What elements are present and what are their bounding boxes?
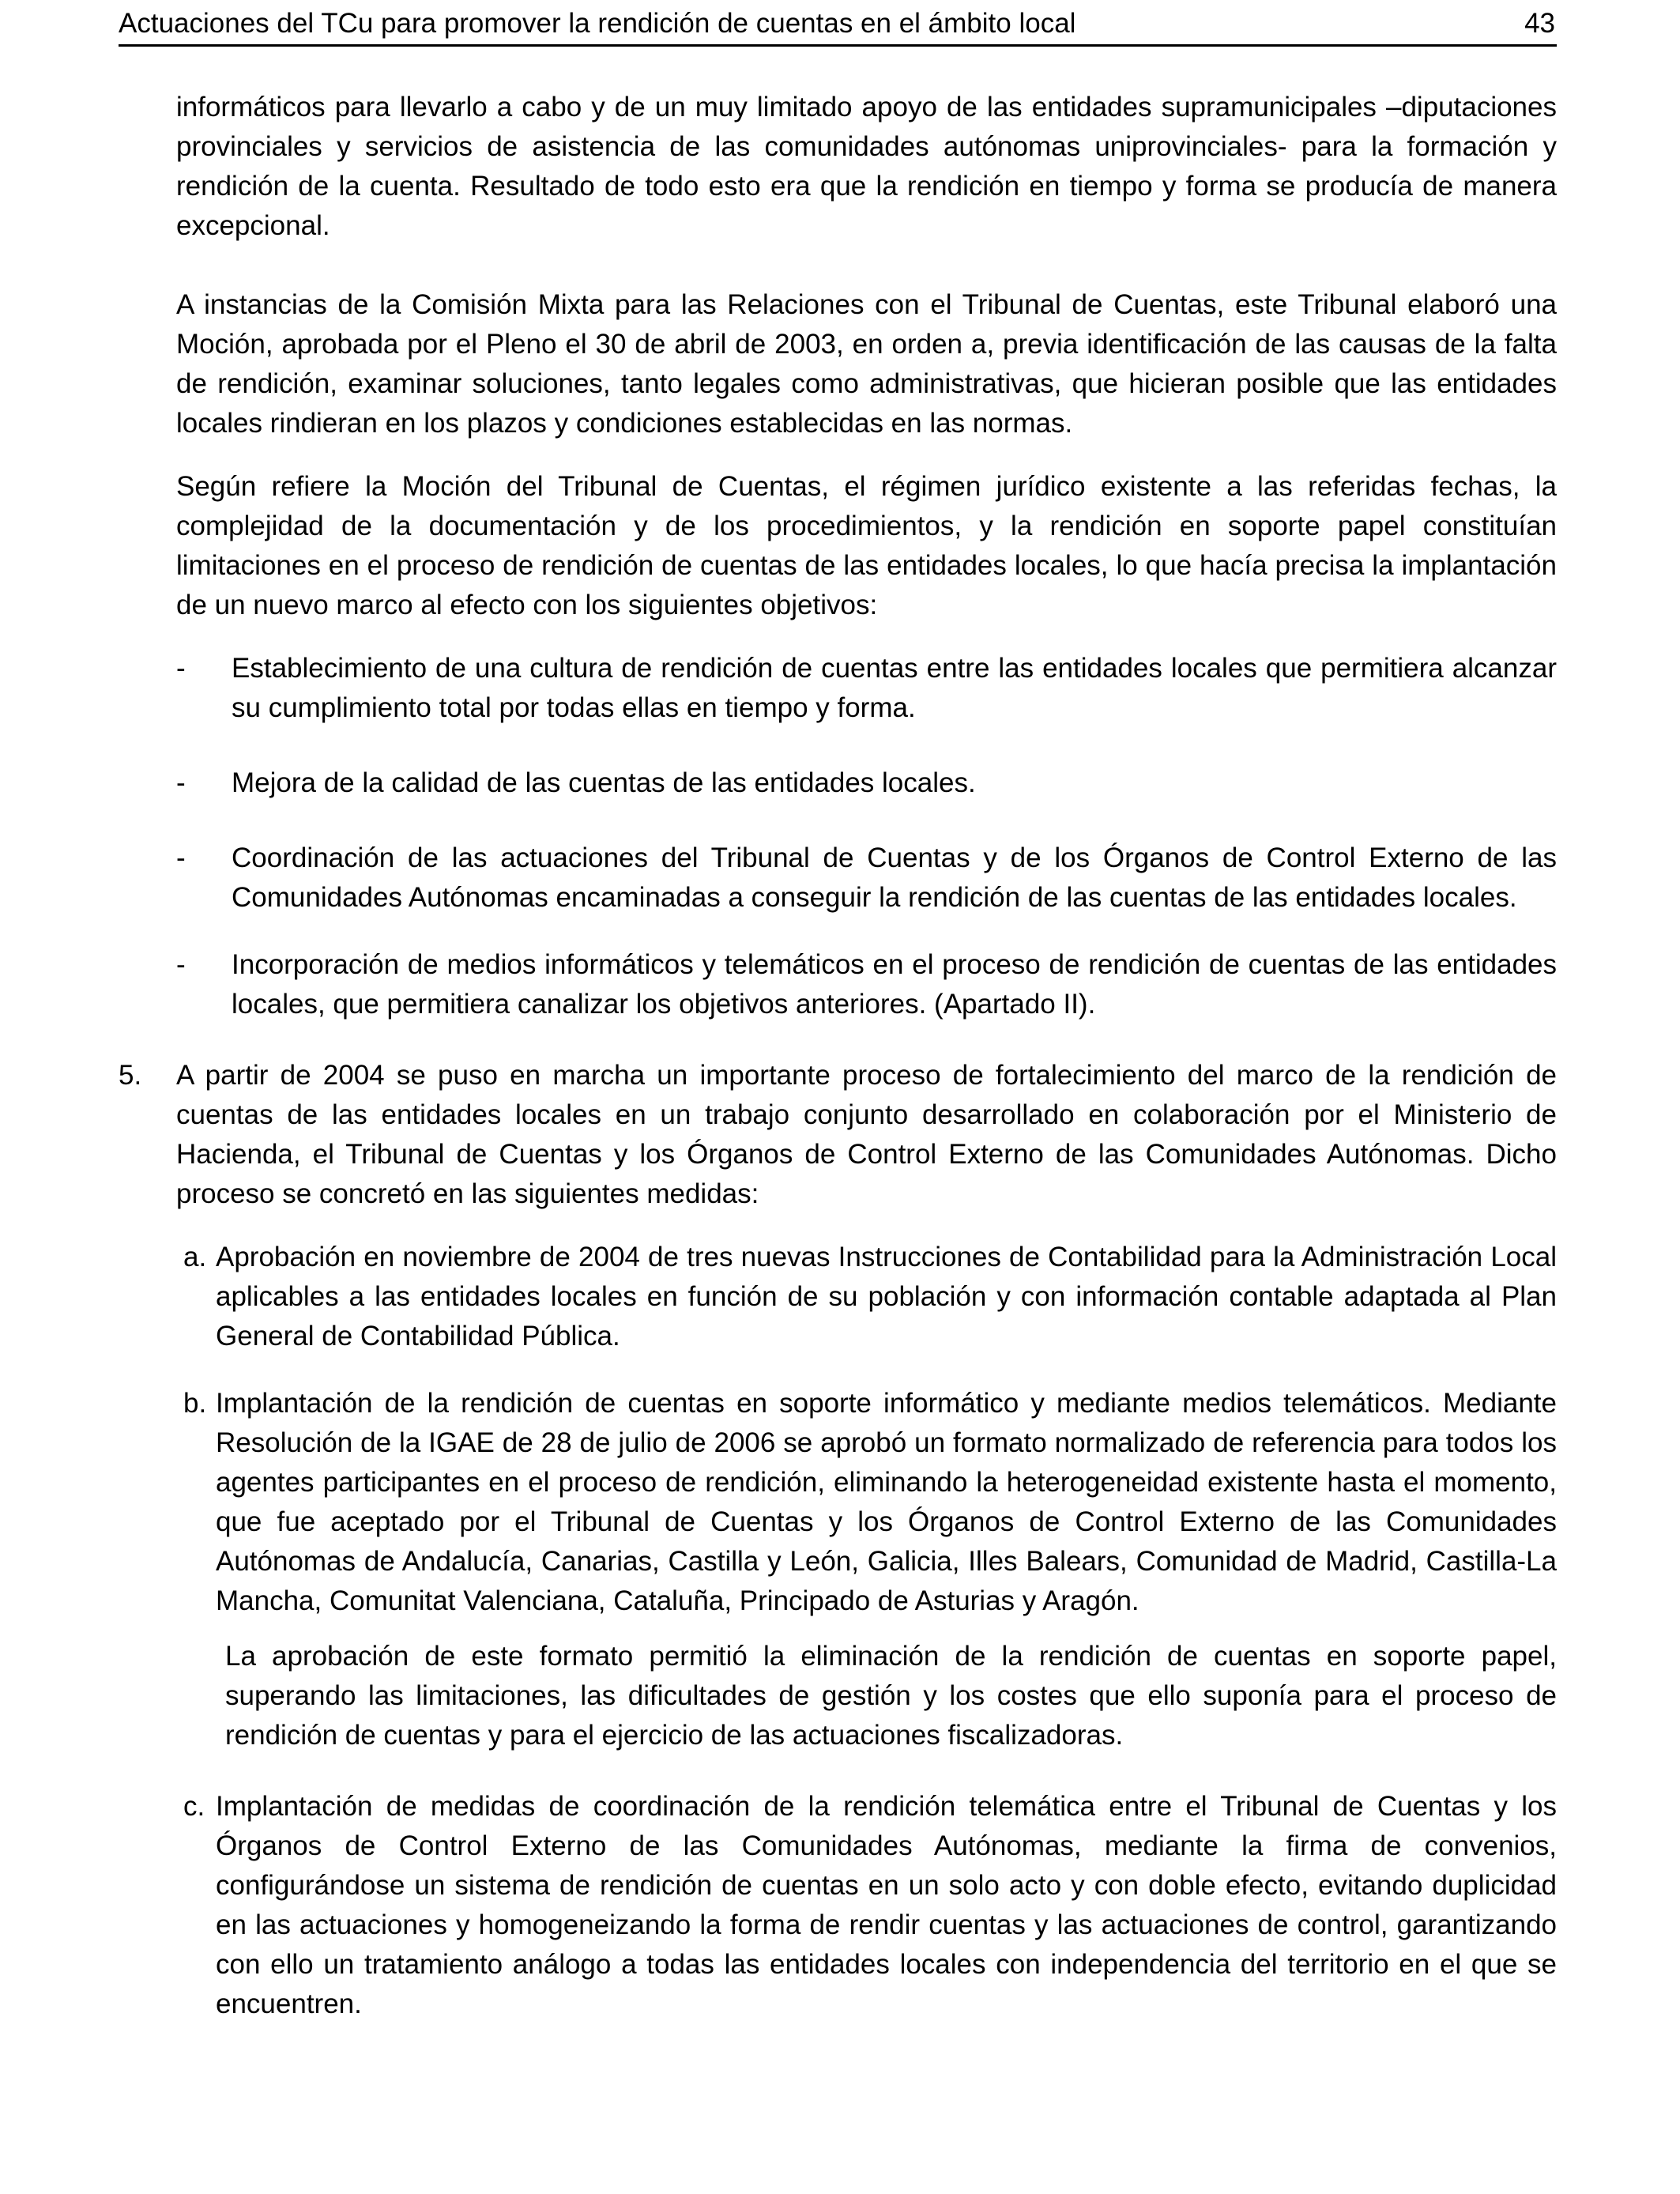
page-number: 43 — [1524, 8, 1555, 39]
letter-item-marker: b. — [183, 1388, 207, 1419]
dash-list-item-text: Incorporación de medios informáticos y telemáticos en el proceso de rendición de cuentas de las entidades locales, que permitiera canalizar los objetivos anteriores. (Apartado II). — [232, 949, 1557, 1020]
dash-list-item-2 — [176, 763, 1557, 803]
letter-item-c — [183, 1787, 1557, 2024]
dash-bullet: - — [176, 653, 186, 684]
letter-item-b — [183, 1384, 1557, 1621]
letter-item-a — [183, 1238, 1557, 1356]
numbered-item-marker: 5. — [119, 1060, 142, 1091]
page-header — [119, 0, 1557, 47]
dash-list-item-1 — [176, 649, 1557, 728]
dash-list-item-text: Establecimiento de una cultura de rendición de cuentas entre las entidades locales que permitiera alcanzar su cumplimiento total por todas ellas en tiempo y forma. — [232, 653, 1557, 723]
letter-item-marker: a. — [183, 1242, 207, 1272]
dash-list-item-text: Mejora de la calidad de las cuentas de las entidades locales. — [232, 767, 976, 798]
letter-item-text: Implantación de medidas de coordinación de la rendición telemática entre el Tribunal de Cuentas y los Órganos de Control Externo de las Comunidades Autónomas, mediante la firma de convenios, configurándose un sistema de rendición de cuentas en un solo acto y con doble efecto, evitando duplicidad en las actuaciones y homogeneizando la forma de rendir cuentas y las actuaciones de control, garantizando con ello un tratamiento análogo a todas las entidades locales con independencia del territorio en el que se encuentren. — [216, 1791, 1557, 2019]
dash-list-item-3 — [176, 839, 1557, 918]
letter-item-text: Implantación de la rendición de cuentas en soporte informático y mediante medios telemáticos. Mediante Resolución de la IGAE de 28 de julio de 2006 se aprobó un formato normalizado de referencia para todos los agentes participantes en el proceso de rendición, eliminando la heterogeneidad existente hasta el momento, que fue aceptado por el Tribunal de Cuentas y los Órganos de Control Externo de las Comunidades Autónomas de Andalucía, Canarias, Castilla y León, Galicia, Illes Balears, Comunidad de Madrid, Castilla-La Mancha, Comunitat Valenciana, Cataluña, Principado de Asturias y Aragón. — [216, 1388, 1557, 1616]
dash-bullet: - — [176, 843, 186, 873]
dash-bullet: - — [176, 949, 186, 980]
paragraph-2: A instancias de la Comisión Mixta para las Relaciones con el Tribunal de Cuentas, este Tribunal elaboró una Moción, aprobada por el Pleno el 30 de abril de 2003, en orden a, previa identificación de las causas de la falta de rendición, examinar soluciones, tanto legales como administrativas, que hicieran posible que las entidades locales rindieran en los plazos y condiciones establecidas en las normas. — [176, 289, 1557, 439]
paragraph-3: Según refiere la Moción del Tribunal de Cuentas, el régimen jurídico existente a las referidas fechas, la complejidad de la documentación y de los procedimientos, y la rendición en soporte papel constituían limitaciones en el proceso de rendición de cuentas de las entidades locales, lo que hacía precisa la implantación de un nuevo marco al efecto con los siguientes objetivos: — [176, 471, 1557, 620]
running-title: Actuaciones del TCu para promover la rendición de cuentas en el ámbito local — [119, 8, 1076, 39]
letter-item-marker: c. — [183, 1791, 205, 1822]
letter-item-b-continuation: La aprobación de este formato permitió la eliminación de la rendición de cuentas en soporte papel, superando las limitaciones, las dificultades de gestión y los costes que ello suponía para el proceso de rendición de cuentas y para el ejercicio de las actuaciones fiscalizadoras. — [225, 1641, 1557, 1751]
paragraph-1: informáticos para llevarlo a cabo y de un muy limitado apoyo de las entidades supramunicipales –diputaciones provinciales y servicios de asistencia de las comunidades autónomas uniprovinciales- para la formación y rendición de la cuenta. Resultado de todo esto era que la rendición en tiempo y forma se producía de manera excepcional. — [176, 92, 1557, 241]
letter-item-text: Aprobación en noviembre de 2004 de tres nuevas Instrucciones de Contabilidad para la Administración Local aplicables a las entidades locales en función de su población y con información contable adaptada al Plan General de Contabilidad Pública. — [216, 1242, 1557, 1351]
dash-list-item-text: Coordinación de las actuaciones del Tribunal de Cuentas y de los Órganos de Control Externo de las Comunidades Autónomas encaminadas a conseguir la rendición de las cuentas de las entidades locales. — [232, 843, 1557, 913]
dash-bullet: - — [176, 767, 186, 798]
numbered-item-5 — [119, 1056, 1557, 1214]
numbered-item-text: A partir de 2004 se puso en marcha un importante proceso de fortalecimiento del marco de la rendición de cuentas de las entidades locales en un trabajo conjunto desarrollado en colaboración por el Ministerio de Hacienda, el Tribunal de Cuentas y los Órganos de Control Externo de las Comunidades Autónomas. Dicho proceso se concretó en las siguientes medidas: — [176, 1060, 1557, 1209]
dash-list-item-4 — [176, 945, 1557, 1024]
